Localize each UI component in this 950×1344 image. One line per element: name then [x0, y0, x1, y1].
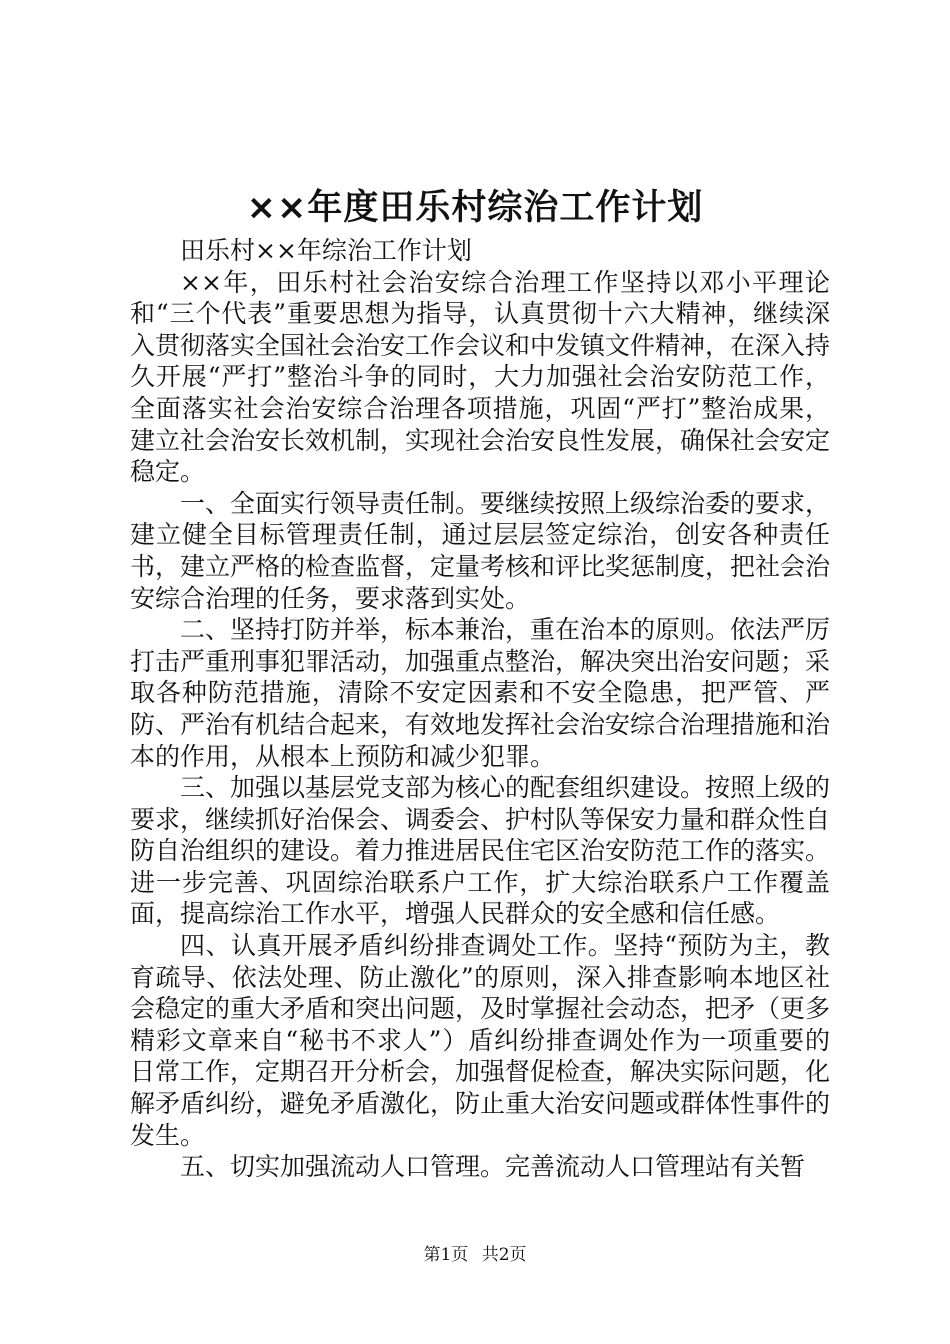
section-five-paragraph: 五、切实加强流动人口管理。完善流动人口管理站有关暂 — [180, 1152, 806, 1182]
page-total: 共2页 — [481, 1245, 527, 1265]
intro-paragraph: ××年，田乐村社会治安综合治理工作坚持以邓小平理论和“三个代表”重要思想为指导，认真贯彻十六大精神，继续深入贯彻落实全国社会治安工作会议和中发镇文件精神，在深入持久开展“严打”整治斗争的同时，大力加强社会治安防范工作，全面落实社会治安综合治理各项措施，巩固“严打”整治成果，建立社会治安长效机制，实现社会治安良性发展，确保社会安定稳定。 — [130, 267, 831, 487]
document-title: ××年度田乐村综治工作计划 — [246, 188, 704, 228]
page-footer — [0, 1243, 950, 1267]
section-two-paragraph: 二、坚持打防并举，标本兼治，重在治本的原则。依法严厉打击严重刑事犯罪活动，加强重点整治，解决突出治安问题；采取各种防范措施，清除不安定因素和不安全隐患，把严管、严防、严治有机结合起来，有效地发挥社会治安综合治理措施和治本的作用，从根本上预防和减少犯罪。 — [130, 615, 831, 771]
page-number: 第1页 — [423, 1245, 469, 1265]
section-four-paragraph: 四、认真开展矛盾纠纷排查调处工作。坚持“预防为主，教育疏导、依法处理、防止激化”的原则，深入排查影响本地区社会稳定的重大矛盾和突出问题，及时掌握社会动态，把矛（更多精彩文章来自“秘书不求人”）盾纠纷排查调处作为一项重要的日常工作，定期召开分析会，加强督促检查，解决实际问题，化解矛盾纠纷，避免矛盾激化，防止重大治安问题或群体性事件的发生。 — [130, 931, 831, 1150]
section-three-paragraph: 三、加强以基层党支部为核心的配套组织建设。按照上级的要求，继续抓好治保会、调委会、护村队等保安力量和群众性自防自治组织的建设。着力推进居民住宅区治安防范工作的落实。进一步完善、巩固综治联系户工作，扩大综治联系户工作覆盖面，提高综治工作水平，增强人民群众的安全感和信任感。 — [130, 773, 831, 929]
document-body — [130, 235, 830, 1183]
subtitle-paragraph: 田乐村××年综治工作计划 — [180, 236, 472, 265]
section-one-paragraph: 一、全面实行领导责任制。要继续按照上级综治委的要求，建立健全目标管理责任制，通过层层签定综治，创安各种责任书，建立严格的检查监督，定量考核和评比奖惩制度，把社会治安综合治理的任务，要求落到实处。 — [130, 488, 831, 613]
